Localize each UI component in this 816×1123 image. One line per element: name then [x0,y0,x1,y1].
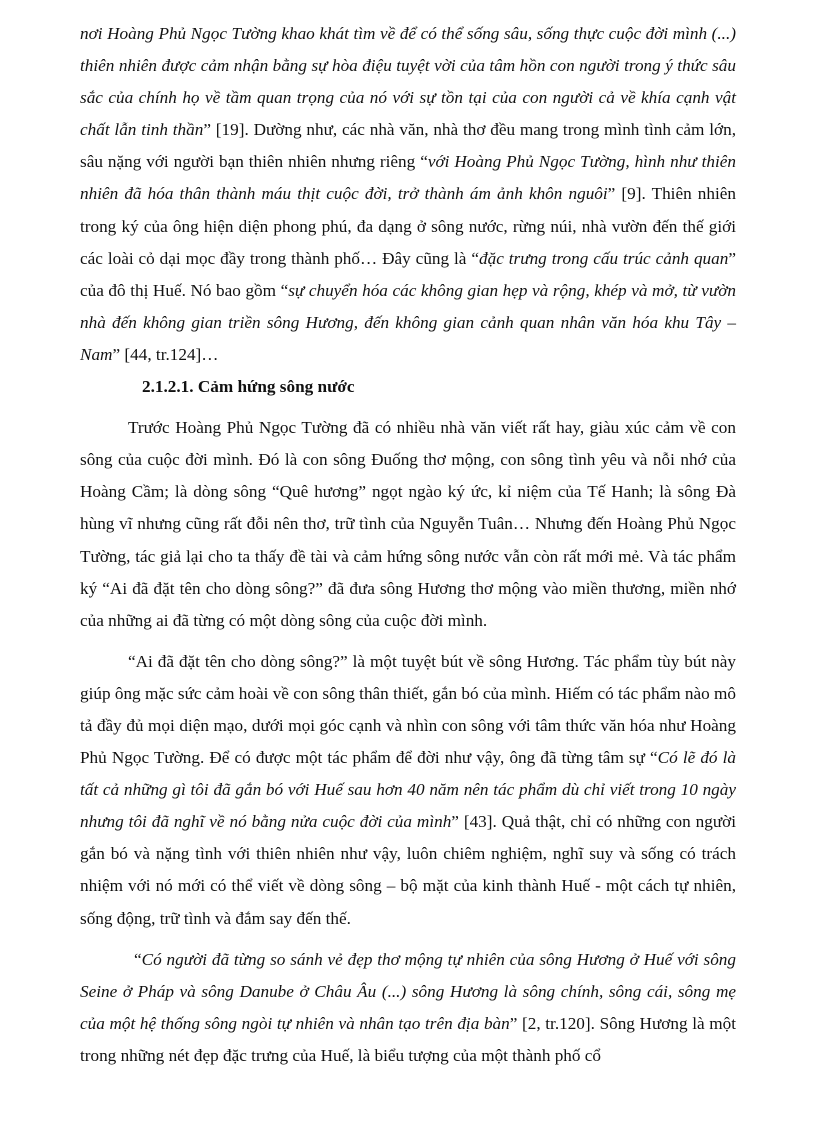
document-page [80,18,736,1072]
body-text: “ [134,949,142,969]
paragraph-comparison [80,944,736,1072]
body-text: ” [43]. Quả thật, chỉ có những con người gắn bó và nặng tình với thiên nhiên như vậy, luôn chiêm nghiệm, nghĩ suy và sống có trách nhiệm với nó mới có thể viết về dòng sông – bộ mặt của kinh thành Huế - một cách tự nhiên, sống động, trữ tình và đắm say đến thế. [80,812,736,928]
quote-text: Có người đã từng so sánh vẻ đẹp thơ mộng tự nhiên của sông Hương ở Huế với sông Seine ở Pháp và sông Danube ở Châu Âu (...) sông Hương là sông chính, sông cái, sông mẹ của một hệ thống sông ngòi tự nhiên và nhân tạo trên địa bàn [80,949,736,1033]
quote-text: Có lẽ đó là tất cả những gì tôi đã gắn bó với Huế sau hơn 40 năm nên tác phẩm dù chỉ viết trong 10 ngày nhưng tôi đã nghĩ về nó bằng nửa cuộc đời của mình [80,748,736,832]
quote-text: đặc trưng trong cấu trúc cảnh quan [479,248,729,268]
quote-text: với Hoàng Phủ Ngọc Tường, hình như thiên nhiên đã hóa thân thành máu thịt cuộc đời, trở thành ám ảnh khôn nguôi [80,152,737,204]
body-text: “Ai đã đặt tên cho dòng sông?” là một tuyệt bút về sông Hương. Tác phẩm tùy bút này giúp ông mặc sức cảm hoài về con sông thân thiết, gắn bó của mình. Hiếm có tác phẩm nào mô tả đầy đủ mọi diện mạo, dưới mọi góc cạnh và nhìn con sông với tâm thức văn hóa như Hoàng Phủ Ngọc Tường. Để có được một tác phẩm để đời như vậy, ông đã từng tâm sự “ [80,651,736,768]
body-text: ” [9]. Thiên nhiên trong ký của ông hiện diện phong phú, đa dạng ở sông nước, rừng núi, nhà vườn đến thế giới các loài cỏ dại mọc đầy trong thành phố… Đây cũng là “ [80,184,736,268]
body-text: ” [2, tr.120]. Sông Hương là một trong những nét đẹp đặc trưng của Huế, là biểu tượng của một thành phố cổ [80,1013,736,1065]
quote-text: nơi Hoàng Phủ Ngọc Tường khao khát tìm về để có thể sống sâu, sống thực cuộc đời mình (...) thiên nhiên được cảm nhận bằng sự hòa điệu tuyệt vời của tâm hồn con người trong ý thức sâu sắc của chính họ về tầm quan trọng của nó với sự tồn tại của con người cả về khía cạnh vật chất lẫn tinh thần [80,24,736,140]
paragraph-intro [80,18,736,371]
paragraph-river-writers: Trước Hoàng Phủ Ngọc Tường đã có nhiều nhà văn viết rất hay, giàu xúc cảm về con sông của cuộc đời mình. Đó là con sông Đuống thơ mộng, con sông tình yêu và nỗi nhớ của Hoàng Cầm; là dòng sông “Quê hương” ngọt ngào ký ức, kỉ niệm của Tế Hanh; là sông Đà hùng vĩ nhưng cũng rất đỗi nên thơ, trữ tình của Nguyễn Tuân… Nhưng đến Hoàng Phủ Ngọc Tường, tác giả lại cho ta thấy đề tài và cảm hứng sông nước vẫn còn rất mới mẻ. Và tác phẩm ký “Ai đã đặt tên cho dòng sông?” đã đưa sông Hương thơ mộng vào miền thương, miền nhớ của những ai đã từng có một dòng sông của cuộc đời mình. [80,418,736,630]
body-text: ” [44, tr.124]… [112,344,219,364]
body-text: ” của đô thị Huế. Nó bao gồm “ [80,248,736,300]
paragraph-masterpiece [80,646,736,935]
quote-text: sự chuyển hóa các không gian hẹp và rộng, khép và mở, từ vườn nhà đến không gian triền sông Hương, đến không gian cảnh quan nhân văn hóa khu Tây – Nam [80,280,737,364]
section-heading: 2.1.2.1. Cảm hứng sông nước [142,377,355,397]
body-text: ” [19]. Dường như, các nhà văn, nhà thơ đều mang trong mình tình cảm lớn, sâu nặng với người bạn thiên nhiên nhưng riêng “ [80,120,736,172]
